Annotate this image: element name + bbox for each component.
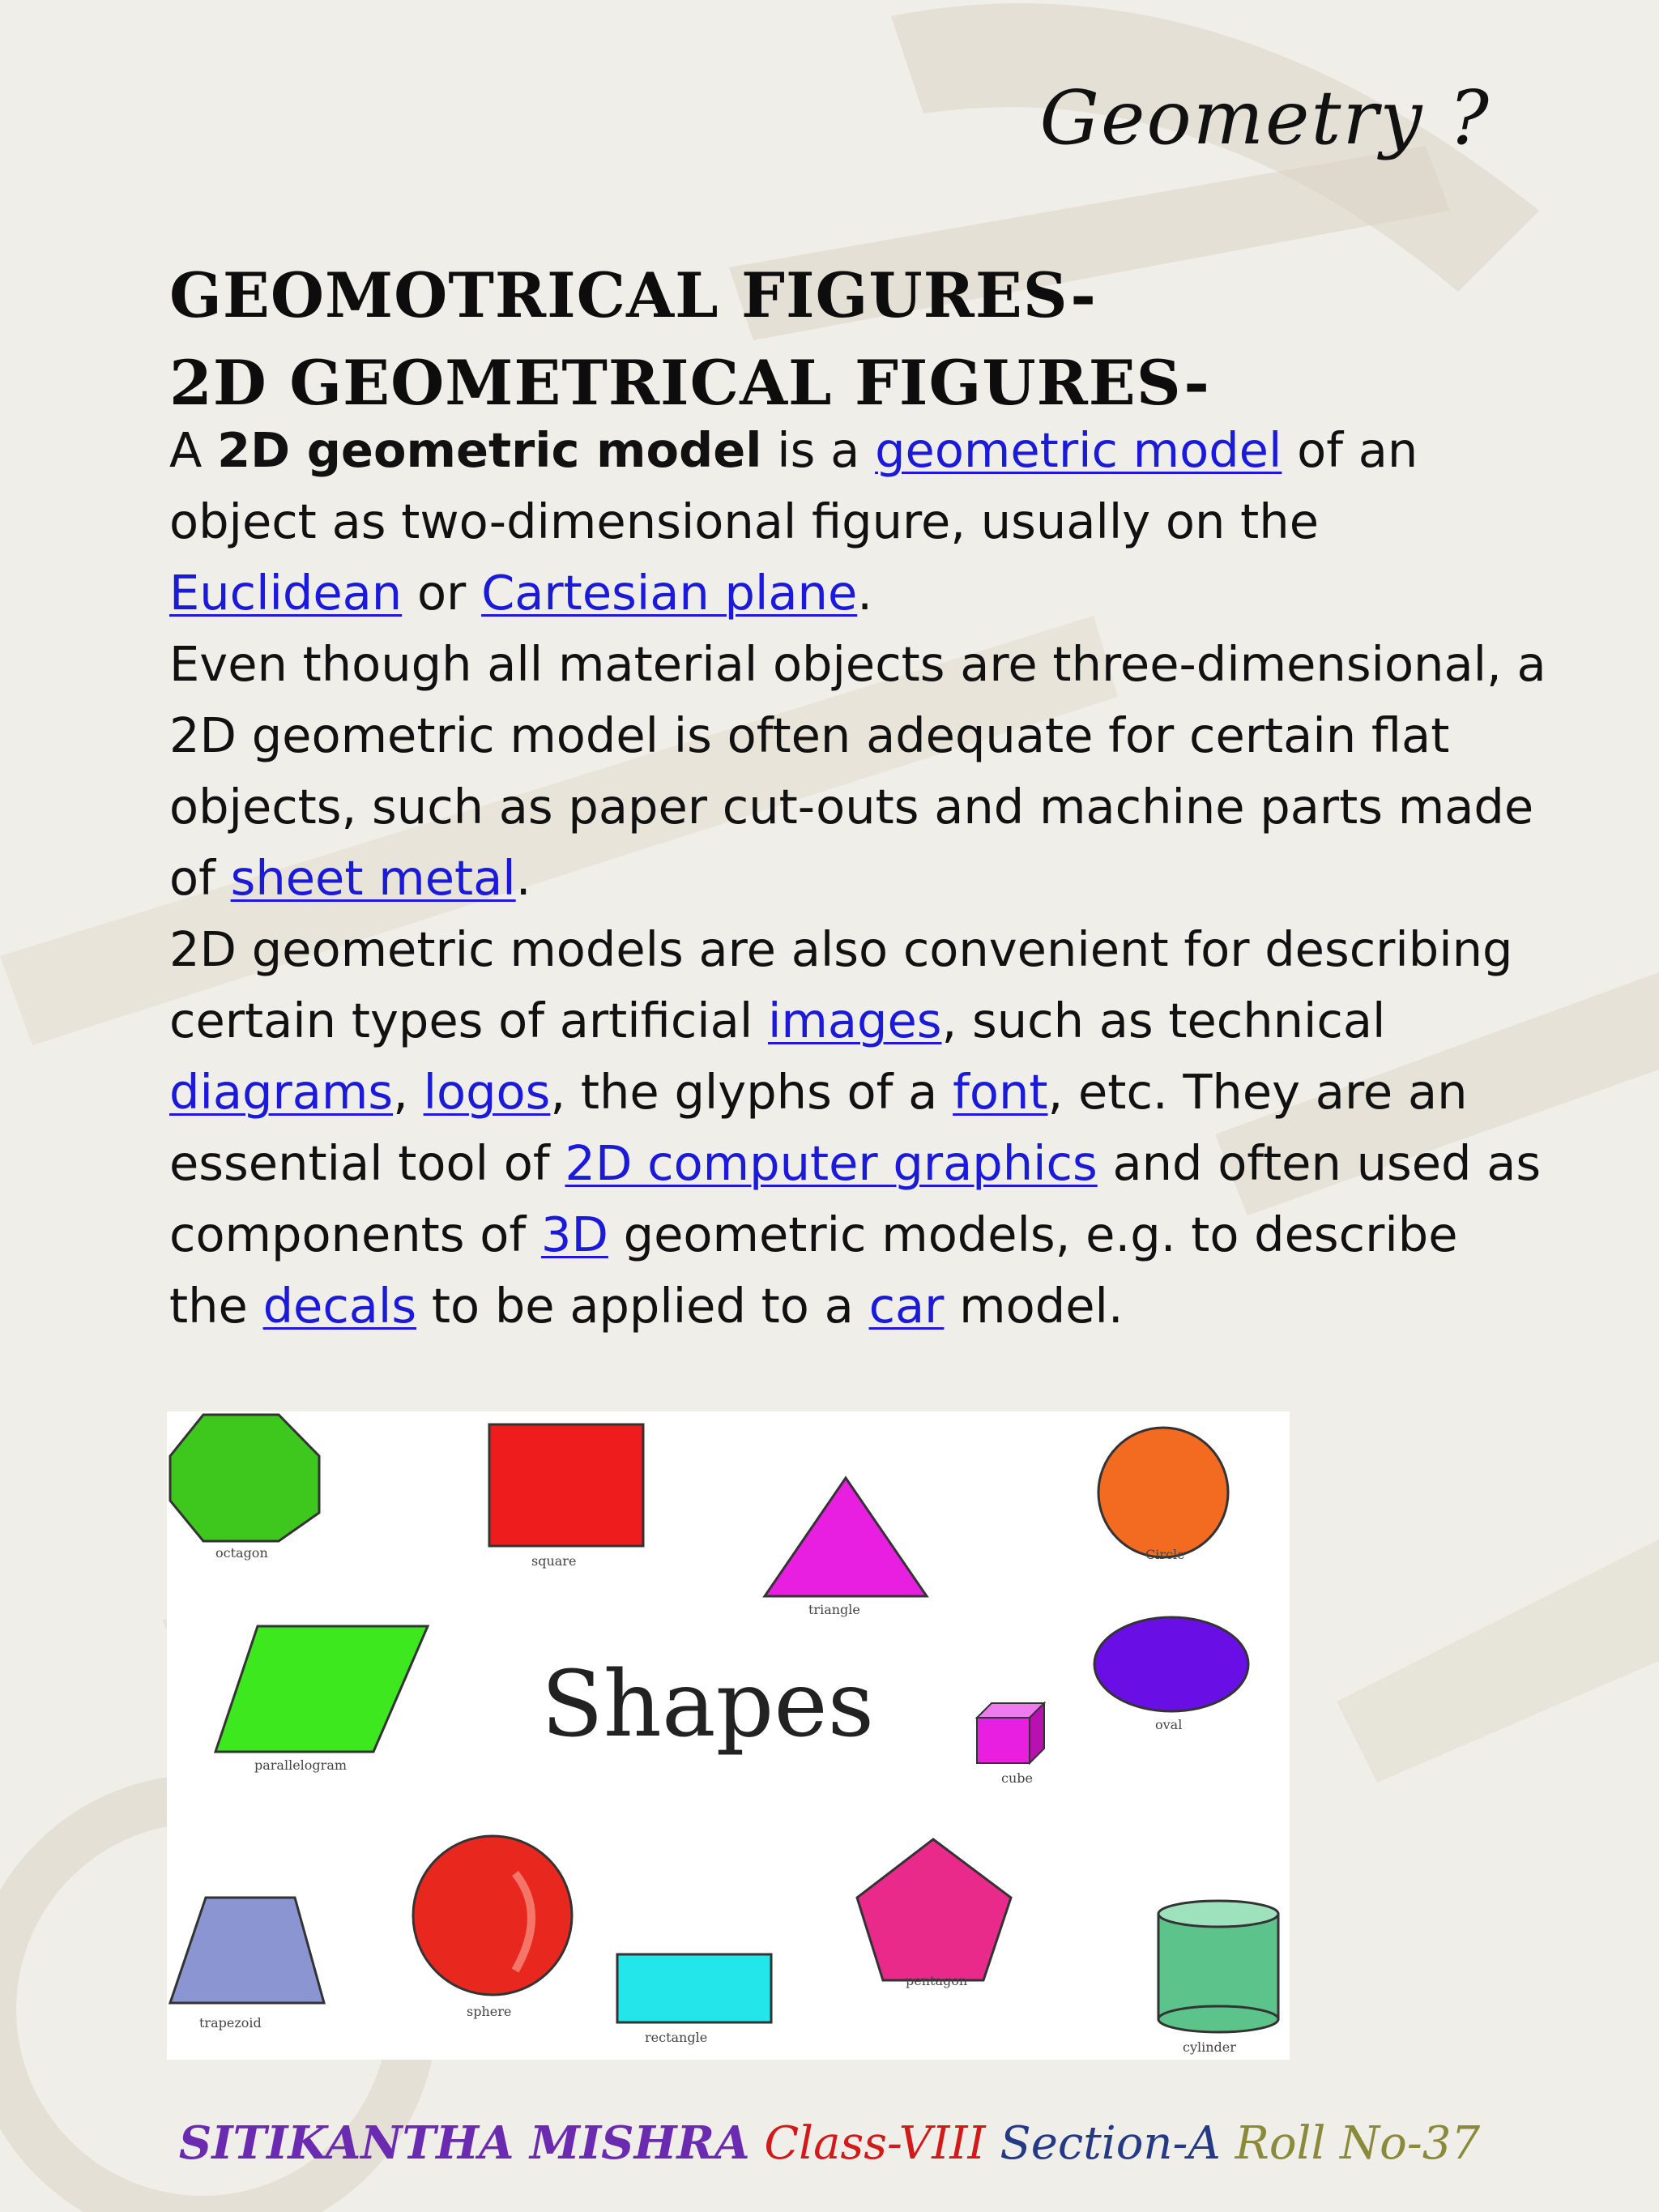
- parallelogram-label: parallelogram: [254, 1757, 348, 1773]
- link-cartesian-plane[interactable]: Cartesian plane: [481, 565, 858, 621]
- rectangle-shape: [617, 1954, 771, 2022]
- octagon-label: octagon: [215, 1545, 268, 1561]
- parallelogram-shape: [215, 1626, 428, 1752]
- link-sheet-metal[interactable]: sheet metal: [230, 850, 516, 906]
- link-2d-computer-graphics[interactable]: 2D computer graphics: [565, 1135, 1098, 1191]
- triangle-shape: [765, 1478, 927, 1596]
- sphere-shape: [413, 1836, 572, 1995]
- circle-label: Circle: [1145, 1547, 1185, 1562]
- link-images[interactable]: images: [767, 993, 942, 1048]
- text: Even though all material objects are three-dimensional, a 2D geometric model is often adequate for certain flat objects, such as paper cut-outs and machine parts made of: [169, 636, 1546, 906]
- text: model.: [944, 1278, 1124, 1334]
- link-decals[interactable]: decals: [262, 1278, 417, 1334]
- trapezoid-shape: [170, 1898, 324, 2003]
- shapes-illustration: [167, 1411, 1290, 2060]
- text: , the glyphs of a: [550, 1064, 953, 1120]
- octagon-shape: [170, 1415, 319, 1541]
- circle-shape: [1098, 1428, 1228, 1557]
- text: ,: [393, 1064, 424, 1120]
- author-name: SITIKANTHA MISHRA: [178, 2116, 750, 2170]
- pentagon-shape: [857, 1839, 1011, 1980]
- shapes-title: Shapes: [541, 1652, 875, 1757]
- cube-label: cube: [1001, 1770, 1033, 1786]
- bold-term: 2D geometric model: [217, 422, 762, 478]
- square-shape: [489, 1424, 643, 1546]
- link-3d[interactable]: 3D: [540, 1206, 608, 1262]
- link-geometric-model[interactable]: geometric model: [875, 422, 1282, 478]
- shapes-image: [167, 1411, 1290, 2060]
- text: .: [515, 850, 531, 906]
- heading-2d-geometrical-figures: 2D GEOMETRICAL FIGURES-: [169, 347, 1210, 419]
- text: , etc. They are an essential tool of: [169, 1064, 1468, 1191]
- text: , such as technical: [941, 993, 1386, 1048]
- cube-shape: [977, 1703, 1044, 1763]
- paragraph-uses: [169, 914, 1546, 1342]
- text: is a: [761, 422, 876, 478]
- article-body: [169, 415, 1546, 1342]
- sphere-label: sphere: [467, 2004, 512, 2019]
- paragraph-flat-objects: [169, 629, 1546, 914]
- text: 2D geometric models are also convenient for describing certain types of artificial: [169, 921, 1513, 1048]
- text: A: [169, 422, 218, 478]
- link-euclidean[interactable]: Euclidean: [169, 565, 403, 621]
- link-font[interactable]: font: [953, 1064, 1048, 1120]
- link-car[interactable]: car: [868, 1278, 945, 1334]
- square-label: square: [531, 1553, 577, 1569]
- trapezoid-label: trapezoid: [199, 2015, 262, 2031]
- oval-shape: [1094, 1617, 1248, 1711]
- cylinder-label: cylinder: [1183, 2039, 1236, 2055]
- rectangle-label: rectangle: [645, 2030, 708, 2045]
- triangle-label: triangle: [808, 1602, 860, 1617]
- text: geometric models, e.g. to describe the: [169, 1206, 1458, 1334]
- text: to be applied to a: [416, 1278, 869, 1334]
- link-logos[interactable]: logos: [423, 1064, 551, 1120]
- text: of an object as two-dimensional figure, usually on the: [169, 422, 1418, 549]
- author-roll: Roll No-37: [1235, 2117, 1481, 2170]
- author-footer: [0, 2116, 1659, 2170]
- paragraph-definition: [169, 415, 1546, 629]
- page-title: Geometry ?: [1039, 75, 1491, 161]
- pentagon-label: pentagon: [906, 1973, 968, 1988]
- heading-geometrical-figures: GEOMOTRICAL FIGURES-: [169, 259, 1097, 331]
- cylinder-shape: [1158, 1901, 1278, 2032]
- text: and often used as components of: [169, 1135, 1542, 1262]
- author-section: Section-A: [1000, 2117, 1221, 2170]
- text: .: [857, 565, 873, 621]
- link-diagrams[interactable]: diagrams: [169, 1064, 394, 1120]
- author-class: Class-VIII: [764, 2117, 986, 2170]
- oval-label: oval: [1155, 1717, 1183, 1732]
- text: or: [402, 565, 482, 621]
